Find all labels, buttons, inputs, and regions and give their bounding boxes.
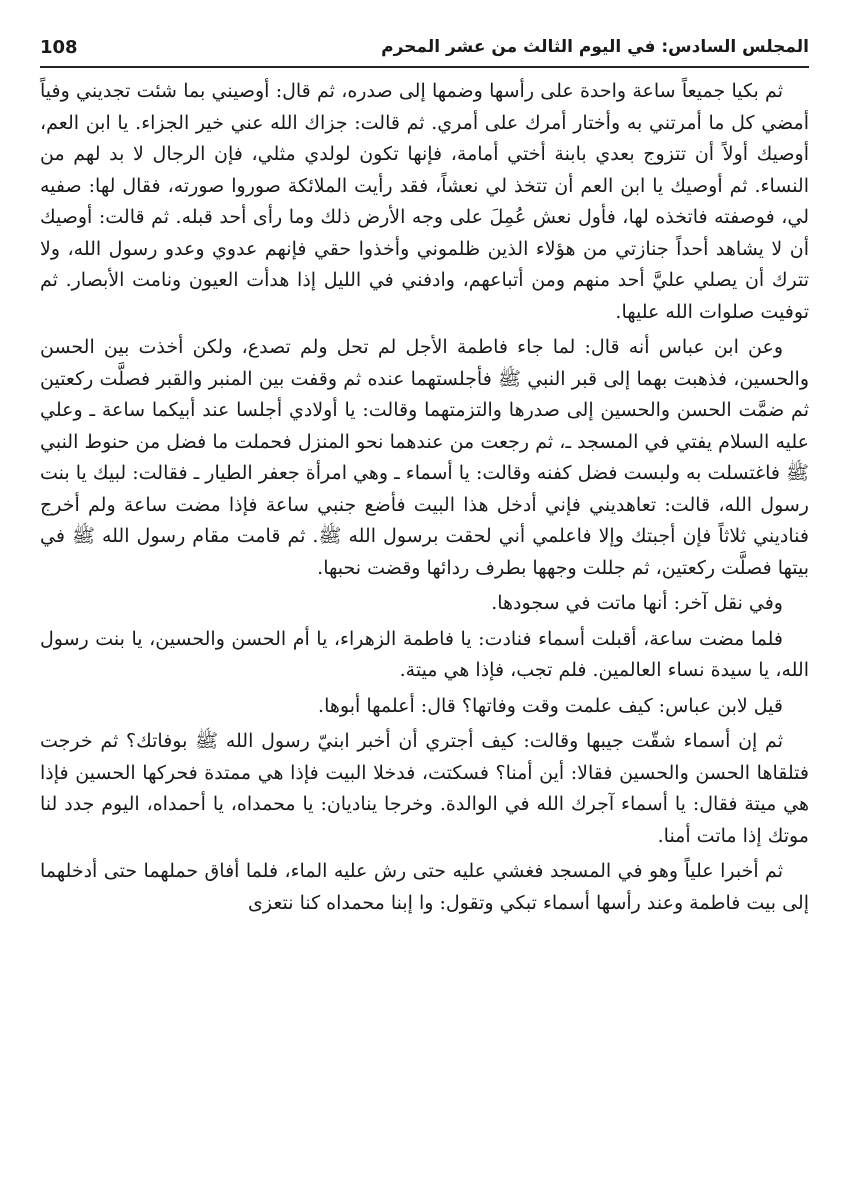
paragraph: وعن ابن عباس أنه قال: لما جاء فاطمة الأجل لم تحل ولم تصدع، ولكن أخذت بين الحسن والحسين، فذهبت بهما إلى قبر النبي ﷺ فأجلستهما عنده ثم وقفت بين المنبر والقبر فصلَّت ركعتين ثم ضمَّت الحسن والحسين إلى صدرها والتزمتهما وقالت: يا أولادي أجلسا عند أبيكما ساعة ـ وعلي عليه السلام يفتي في المسجد ـ، ثم رجعت من عندهما نحو المنزل فحملت ما فضل من حنوط النبي ﷺ فاغتسلت به ولبست فضل كفنه وقالت: يا أسماء ـ وهي امرأة جعفر الطيار ـ فقالت: لبيك يا بنت رسول الله، قالت: تعاهديني فإني أدخل هذا البيت فأضع جنبي ساعة فإذا مضت ساعة ولم أخرج فناديني ثلاثاً فإن أجبتك وإلا فاعلمي أني لحقت برسول الله ﷺ. ثم قامت مقام رسول الله ﷺ في بيتها فصلَّت ركعتين، ثم جللت وجهها بطرف ردائها وقضت نحبها. (40, 336, 809, 579)
paragraph: ثم إن أسماء شقّت جيبها وقالت: كيف أجتري أن أخبر ابنيّ رسول الله ﷺ بوفاتك؟ ثم خرجت فتلقاها الحسن والحسين فقالا: أين أمنا؟ فسكتت، فدخلا البيت فإذا هي ممتدة فحركها الحسين فإذا هي ميتة فقال: يا أسماء آجرك الله في الوالدة. وخرجا يناديان: يا محمداه، يا أحمداه، اليوم جدد لنا موتك إذا ماتت أمنا. (40, 730, 809, 847)
page-number: 108 (40, 36, 78, 58)
body-text (40, 76, 809, 923)
header-divider (40, 66, 809, 68)
paragraph: قيل لابن عباس: كيف علمت وقت وفاتها؟ قال: أعلمها أبوها. (318, 694, 783, 717)
paragraph: ثم أخبرا علياً وهو في المسجد فغشي عليه حتى رش عليه الماء، فلما أفاق حملهما حتى أدخلهما إلى بيت فاطمة وعند رأسها أسماء تبكي وتقول: وا إبنا محمداه كنا نتعزى (40, 860, 809, 914)
chapter-title: المجلس السادس: في اليوم الثالث من عشر المحرم (381, 37, 809, 57)
paragraph: وفي نقل آخر: أنها ماتت في سجودها. (491, 592, 783, 614)
running-header (40, 30, 809, 64)
paragraph: ثم بكيا جميعاً ساعة واحدة على رأسها وضمها إلى صدره، ثم قال: أوصيني بما شئت تجديني وفياً أمضي كل ما أمرتني به وأختار أمرك على أمري. ثم قالت: جزاك الله عني خير الجزاء. يا ابن العم، أوصيك أولاً أن تتزوج بعدي بابنة أختي أمامة، فإنها تكون لولدي مثلي، فإن الرجال لا بد لهم من النساء. ثم أوصيك يا ابن العم أن تتخذ لي نعشاً، فقد رأيت الملائكة صوروا صورته، فقال لها: صفيه لي، فوصفته فاتخذه لها، فأول نعش عُمِلَ على وجه الأرض ذلك وما رأى أحد قبله. ثم قالت: أوصيك أن لا يشاهد أحداً جنازتي من هؤلاء الذين ظلموني وأخذوا حقي فإنهم عدوي وعدو رسول الله، ولا تترك أن يصلي عليَّ أحد منهم ومن أتباعهم، وادفني في الليل إذا هدأت العيون ونامت الأبصار. ثم توفيت صلوات الله عليها. (40, 80, 809, 323)
paragraph: فلما مضت ساعة، أقبلت أسماء فنادت: يا فاطمة الزهراء، يا أم الحسن والحسين، يا بنت رسول الله، يا سيدة نساء العالمين. فلم تجب، فإذا هي ميتة. (40, 627, 809, 681)
